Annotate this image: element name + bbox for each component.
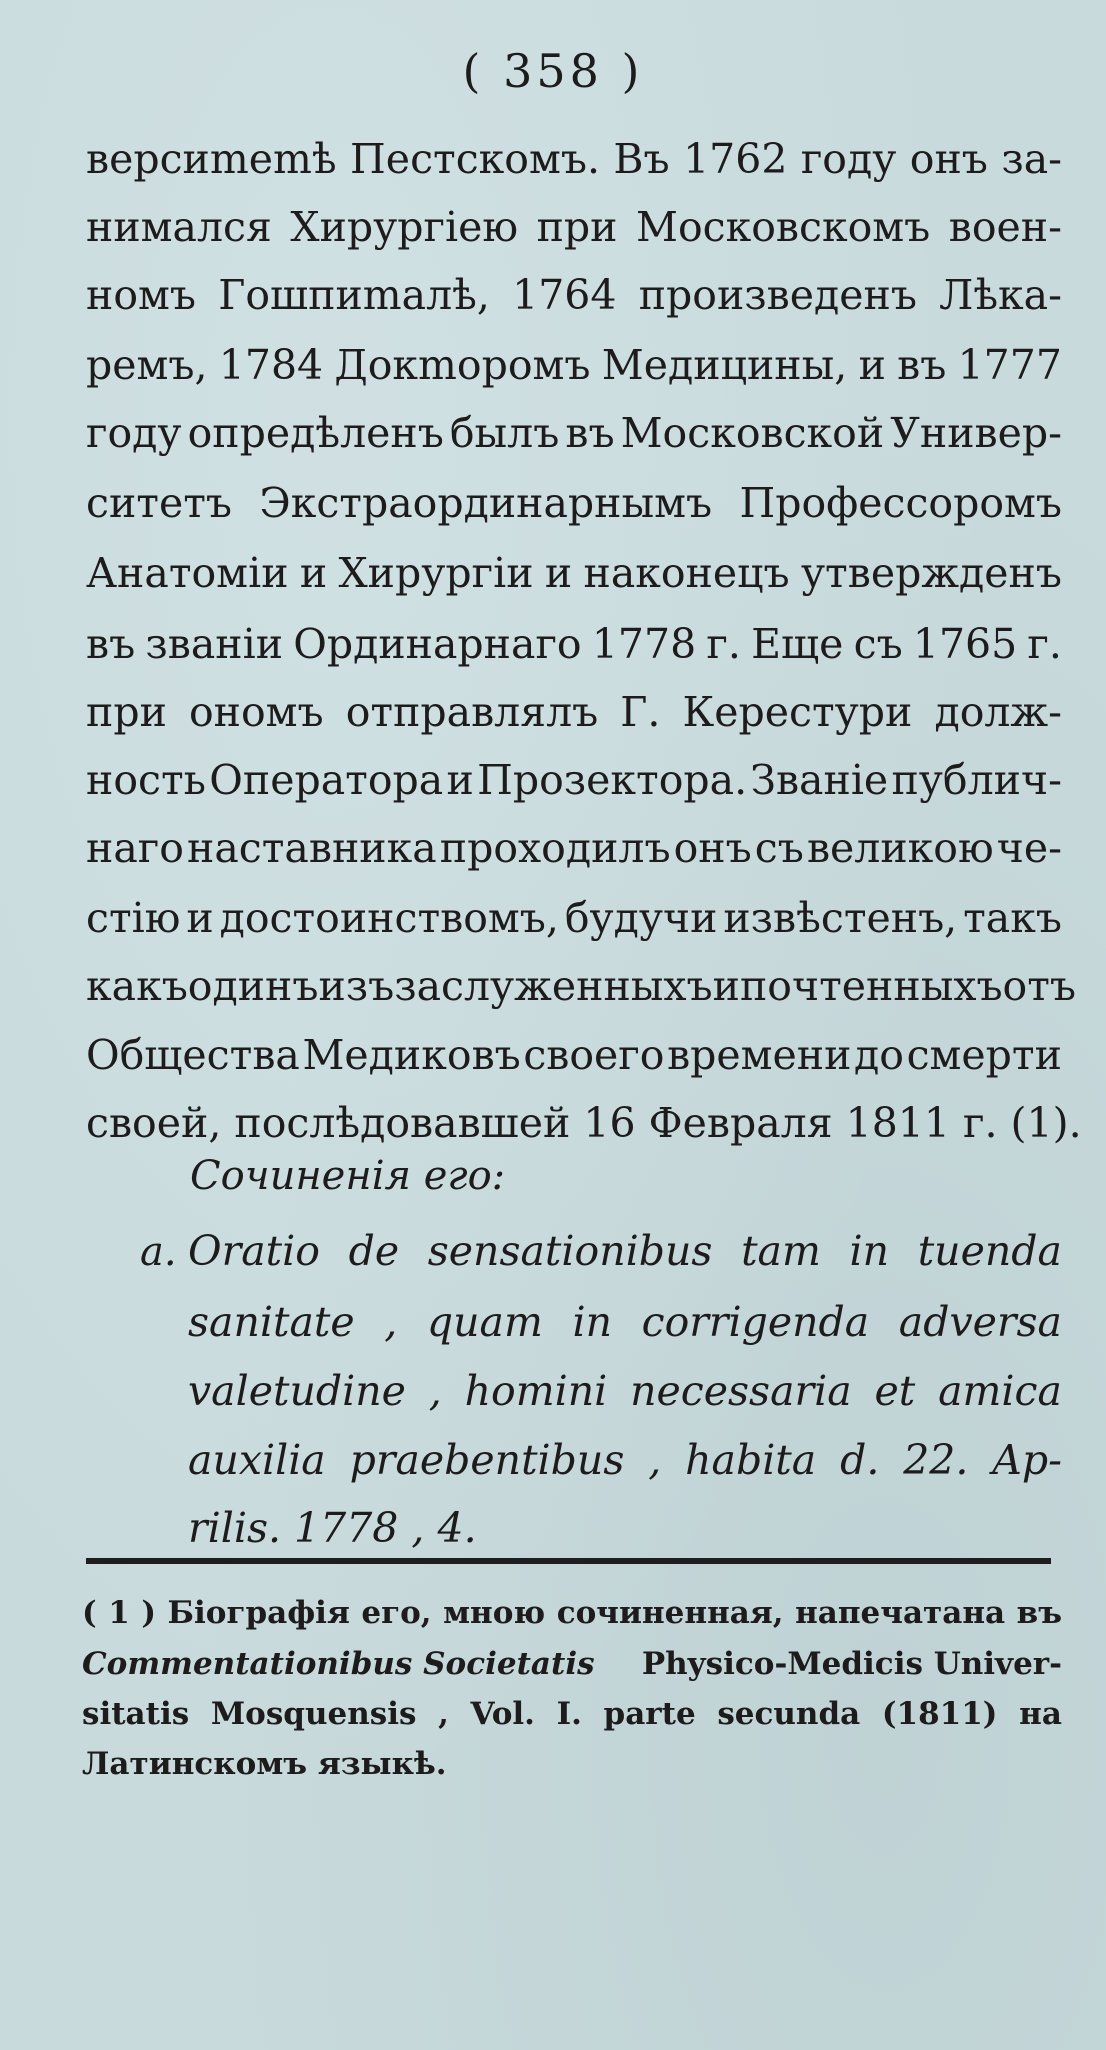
body-line: стiю и достоинствомъ, будучи извѣстенъ, такъ: [86, 894, 1062, 942]
footnote-line: [82, 1640, 1062, 1688]
work-item-number: a.: [140, 1229, 177, 1275]
body-line: ремъ, 1784 Докmоромъ Медицины, и въ 1777: [86, 341, 1062, 389]
work-item-line: valetudine , homini necessaria et amica: [188, 1367, 1062, 1415]
work-item-line: rilis. 1778 , 4.: [188, 1504, 477, 1552]
works-heading: Сочиненiя его:: [190, 1153, 506, 1199]
body-line: номъ Гошпиmалѣ, 1764 произведенъ Лѣка-: [86, 271, 1062, 319]
footnote-line: Латинскомъ языкѣ.: [82, 1746, 447, 1782]
work-item-line: auxilia praebentibus , habita d. 22. Ap-: [188, 1436, 1062, 1484]
footnote-latin-rest: Physico-Medicis Univer-: [641, 1646, 1062, 1682]
page-number: ( 358 ): [462, 44, 644, 98]
body-line: Общества Медиковъ своего времени до смерти: [86, 1031, 1062, 1079]
body-line: ситетъ Экстраординарнымъ Профессоромъ: [86, 479, 1062, 527]
footnote-line: ( 1 ) Бiографiя его, мною сочиненная, напечатана въ: [82, 1595, 1062, 1631]
body-line: своей, послѣдовавшей 16 Февраля 1811 г. (1).: [86, 1099, 1082, 1147]
footnote-latin-title: Commentationibus Societatis: [82, 1646, 595, 1682]
body-line: версиmеmѣ Пестскомъ. Въ 1762 году онъ за-: [86, 135, 1062, 183]
body-line: наго наставника проходилъ онъ съ великою че-: [86, 824, 1062, 872]
work-item-line: sanitate , quam in corrigenda adversa: [188, 1298, 1062, 1346]
body-line: Анатомiи и Хирургiи и наконецъ утвержденъ: [86, 549, 1062, 597]
work-item-line: Oratio de sensationibus tam in tuenda: [188, 1227, 1062, 1275]
body-line: въ званiи Ординарнаго 1778 г. Еще съ 1765 г.: [86, 620, 1062, 668]
body-line: нимался Хирургiею при Московскомъ воен-: [86, 203, 1062, 251]
body-line: ность Оператора и Прозектора. Званiе публич-: [86, 756, 1062, 804]
footnote-line: sitatis Mosquensis , Vol. I. parte secunda (1811) на: [82, 1696, 1062, 1732]
body-line: году опредѣленъ былъ въ Московской Универ-: [86, 409, 1062, 457]
body-line: какъ одинъ изъ заслуженныхъ и почтенныхъ отъ: [86, 962, 1076, 1010]
body-line: при ономъ отправлялъ Г. Керестури долж-: [86, 688, 1062, 736]
footnote-divider: [86, 1558, 1051, 1564]
